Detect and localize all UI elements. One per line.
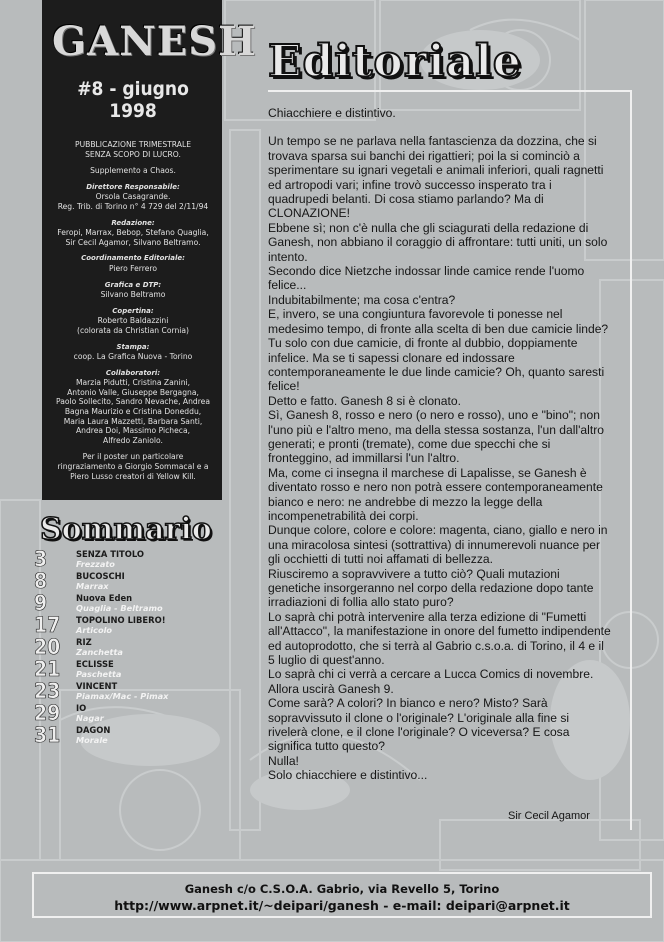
editorial-article xyxy=(268,106,612,783)
colophon-line: Piero Ferrero xyxy=(108,263,158,273)
colophon-block-heading: Collaboratori: xyxy=(105,368,161,377)
toc-author: Zanchetta xyxy=(76,647,123,657)
colophon-line: Antonio Valle, Giuseppe Bergagna, xyxy=(67,387,199,397)
colophon-line: Reg. Trib. di Torino n° 4 729 del 2/11/94 xyxy=(57,201,209,211)
colophon-line: Sir Cecil Agamor, Silvano Beltramo. xyxy=(65,237,201,247)
article-body xyxy=(268,134,612,782)
colophon-line: Bagna Maurizio e Cristina Doneddu, xyxy=(64,407,202,417)
toc-author: Quaglia - Beltramo xyxy=(76,603,163,613)
toc-author: Frezzato xyxy=(76,559,115,569)
toc-title: SENZA TITOLO xyxy=(76,549,145,559)
colophon-line: Piero Lusso creatori di Yellow Kill. xyxy=(70,471,196,481)
article-paragraph: Riusciremo a sopravvivere a tutto ciò? Quali mutazioni genetiche insorgeranno nel corpo della redazione dopo tante irradiazioni di follia allo stato puro? xyxy=(268,566,594,610)
toc-entry xyxy=(34,548,224,570)
toc-title: VINCENT xyxy=(76,681,118,691)
toc-title: ECLISSE xyxy=(76,659,114,669)
toc-entry xyxy=(34,570,224,592)
toc-author: Paschetta xyxy=(76,669,122,679)
article-paragraph: Solo chiacchiere e distintivo... xyxy=(268,768,428,783)
article-paragraph: Come sarà? A colori? In bianco e nero? Misto? Sarà sopravvissuto il clone o l'originale? L'originale alla fine si rivelerà clone, e il clone l'originale? O viceversa? E cosa significa tutto questo? xyxy=(268,696,570,754)
article-paragraph: Ma, come ci insegna il marchese di Lapalisse, se Ganesh è diventato rosso e nero non potrà essere contemporaneamente bianco e nero: ne andrebbe di mezzo la legge della incompenetrabilità dei corpi. xyxy=(268,465,603,523)
colophon-line: ringraziamento a Giorgio Sommacal e a xyxy=(57,462,209,472)
toc-title: RIZ xyxy=(76,637,92,647)
article-signature: Sir Cecil Agamor xyxy=(508,810,590,822)
editorial-heading: Editoriale xyxy=(268,36,522,87)
toc-title: BUCOSCHI xyxy=(76,571,125,581)
colophon-line: Silvano Beltramo xyxy=(100,290,166,300)
toc-page-number: 31 xyxy=(34,723,61,747)
footer-address: Ganesh c/o C.S.O.A. Gabrio, via Revello 5, Torino xyxy=(184,882,500,896)
toc-page-number: 3 xyxy=(34,547,48,571)
article-paragraph: Indubitabilmente; ma cosa c'entra? xyxy=(268,292,456,307)
article-paragraph: Lo saprà chi ci verrà a cercare a Lucca Comics di novembre. Allora uscirà Ganesh 9. xyxy=(268,667,594,696)
article-paragraph: Nulla! xyxy=(268,753,299,768)
colophon-block xyxy=(52,281,214,300)
colophon-line: SENZA SCOPO DI LUCRO. xyxy=(85,149,181,159)
colophon-line: Paolo Sollecito, Sandro Nevache, Andrea xyxy=(55,397,211,407)
colophon-line: Andrea Doi, Massimo Picheca, xyxy=(75,426,191,436)
colophon-block-heading: Copertina: xyxy=(112,306,154,315)
toc-page-number: 29 xyxy=(34,701,61,725)
footer-web-email[interactable]: http://www.arpnet.it/~deipari/ganesh - e-mail: deipari@arpnet.it xyxy=(114,898,570,913)
colophon-block-heading: Grafica e DTP: xyxy=(104,280,162,289)
colophon-block xyxy=(52,219,214,248)
toc-page-number: 8 xyxy=(34,569,48,593)
colophon-block xyxy=(52,307,214,336)
sommario-heading: Sommario xyxy=(40,512,212,547)
toc-entry xyxy=(34,702,224,724)
colophon-line: Feropi, Marrax, Bebop, Stefano Quaglia, xyxy=(57,228,209,238)
toc-page-number: 9 xyxy=(34,591,48,615)
colophon-block xyxy=(52,369,214,446)
colophon-line: Roberto Baldazzini xyxy=(97,316,169,326)
toc-entry xyxy=(34,592,224,614)
colophon-block xyxy=(52,183,214,212)
colophon-block-heading: Coordinamento Editoriale: xyxy=(81,254,185,263)
toc-entry xyxy=(34,636,224,658)
colophon-block xyxy=(52,166,214,176)
colophon-block xyxy=(52,254,214,273)
toc-author: Marrax xyxy=(76,581,109,591)
colophon-line: Supplemento a Chaos. xyxy=(90,166,176,176)
table-of-contents xyxy=(34,548,224,746)
article-paragraph: Lo saprà chi potrà intervenire alla terza edizione di "Fumetti all'Attacco", la manifestazione in onore del fumetto indipendente ed autoprodotto, che si terrà al Gabrio c.s.o.a. di Torino, il 4 e il 5 luglio di quest'anno. xyxy=(268,609,611,668)
toc-entry xyxy=(34,680,224,702)
colophon-line: Orsola Casagrande. xyxy=(95,192,171,202)
colophon-line: Marzia Pidutti, Cristina Zanini, xyxy=(75,378,191,388)
article-paragraph: Dunque colore, colore e colore: magenta, ciano, giallo e nero in una miracolosa sintesi (sottrattiva) di innumerevoli nuance per gli occhietti di tutti noi affamati di bellezza. xyxy=(268,523,608,567)
toc-author: Morale xyxy=(76,735,108,745)
toc-author: Articolo xyxy=(76,625,113,635)
toc-title: IO xyxy=(76,703,87,713)
article-paragraph: Secondo dice Nietzche indossar linde camice rende l'uomo felice... xyxy=(268,264,585,293)
toc-page-number: 23 xyxy=(34,679,61,703)
colophon-credits xyxy=(52,140,214,481)
colophon-block xyxy=(52,140,214,159)
ganesh-logo: GANESH xyxy=(52,18,257,65)
colophon-line: Alfredo Zaniolo. xyxy=(103,435,163,445)
colophon-line: coop. La Grafica Nuova - Torino xyxy=(73,352,193,362)
article-paragraph: Sì, Ganesh 8, rosso e nero (o nero e rosso), uno e "bino"; non l'uno più e l'altro meno, ma della stessa sostanza, l'un dall'altro generati; e pronti (tremate), come due specchi che si fronteggino, ad immillarsi l'un l'altro. xyxy=(268,408,604,466)
colophon-line: (colorata da Christian Cornia) xyxy=(77,325,189,335)
issue-number: #8 - giugno 1998 xyxy=(77,78,189,122)
colophon-line: PUBBLICAZIONE TRIMESTRALE xyxy=(75,140,191,149)
frame-divider-top xyxy=(268,90,632,92)
toc-title: DAGON xyxy=(76,725,111,735)
colophon-block-heading: Stampa: xyxy=(116,342,150,351)
toc-entry xyxy=(34,724,224,746)
colophon-block-heading: Direttore Responsabile: xyxy=(86,182,180,191)
colophon-block-heading: Redazione: xyxy=(111,218,155,227)
colophon-block xyxy=(52,452,214,481)
footer-contacts xyxy=(32,872,652,918)
colophon-block xyxy=(52,343,214,362)
article-title: Chiacchiere e distintivo. xyxy=(268,106,396,120)
article-paragraph: Detto e fatto. Ganesh 8 si è clonato. xyxy=(268,393,461,408)
toc-page-number: 21 xyxy=(34,657,61,681)
toc-author: Piamax/Mac - Pimax xyxy=(76,691,169,701)
toc-title: Nuova Eden xyxy=(76,593,133,603)
toc-entry xyxy=(34,658,224,680)
toc-title: TOPOLINO LIBERO! xyxy=(76,615,166,625)
toc-author: Nagar xyxy=(76,713,104,723)
toc-page-number: 17 xyxy=(34,613,61,637)
colophon-box xyxy=(42,0,257,500)
frame-divider-right xyxy=(630,90,632,830)
article-paragraph: E, invero, se una congiuntura favorevole ti ponesse nel medesimo tempo, di fronte alla scelta di ben due camicie linde? Tu solo con due camicie, di fronte al dubbio, doppiamente infelice. Ma se ti sapessi clonare ed indossare contemporaneamente le due linde camicie? Oh, quanto saresti felice! xyxy=(268,307,609,394)
toc-page-number: 20 xyxy=(34,635,61,659)
article-paragraph: Un tempo se ne parlava nella fantascienza da dozzina, che si trovava sparsa sui banchi dei rigattieri; poi la si cominciò a sperimentare su ignari vegetali e animali inferiori, quali ragnetti ed artropodi vari; infine trovò successo insperato tra i quadrupedi belanti. Di cosa stiamo parlando? Ma di CLONAZIONE! xyxy=(268,134,604,221)
article-paragraph: Ebbene sì; non c'è nulla che gli sciagurati della redazione di Ganesh, non abbiano il coraggio di affrontare: tutti uniti, un solo intento. xyxy=(268,220,608,264)
colophon-line: Per il poster un particolare xyxy=(82,452,184,462)
colophon-line: Maria Laura Mazzetti, Barbara Santi, xyxy=(63,416,203,426)
toc-entry xyxy=(34,614,224,636)
